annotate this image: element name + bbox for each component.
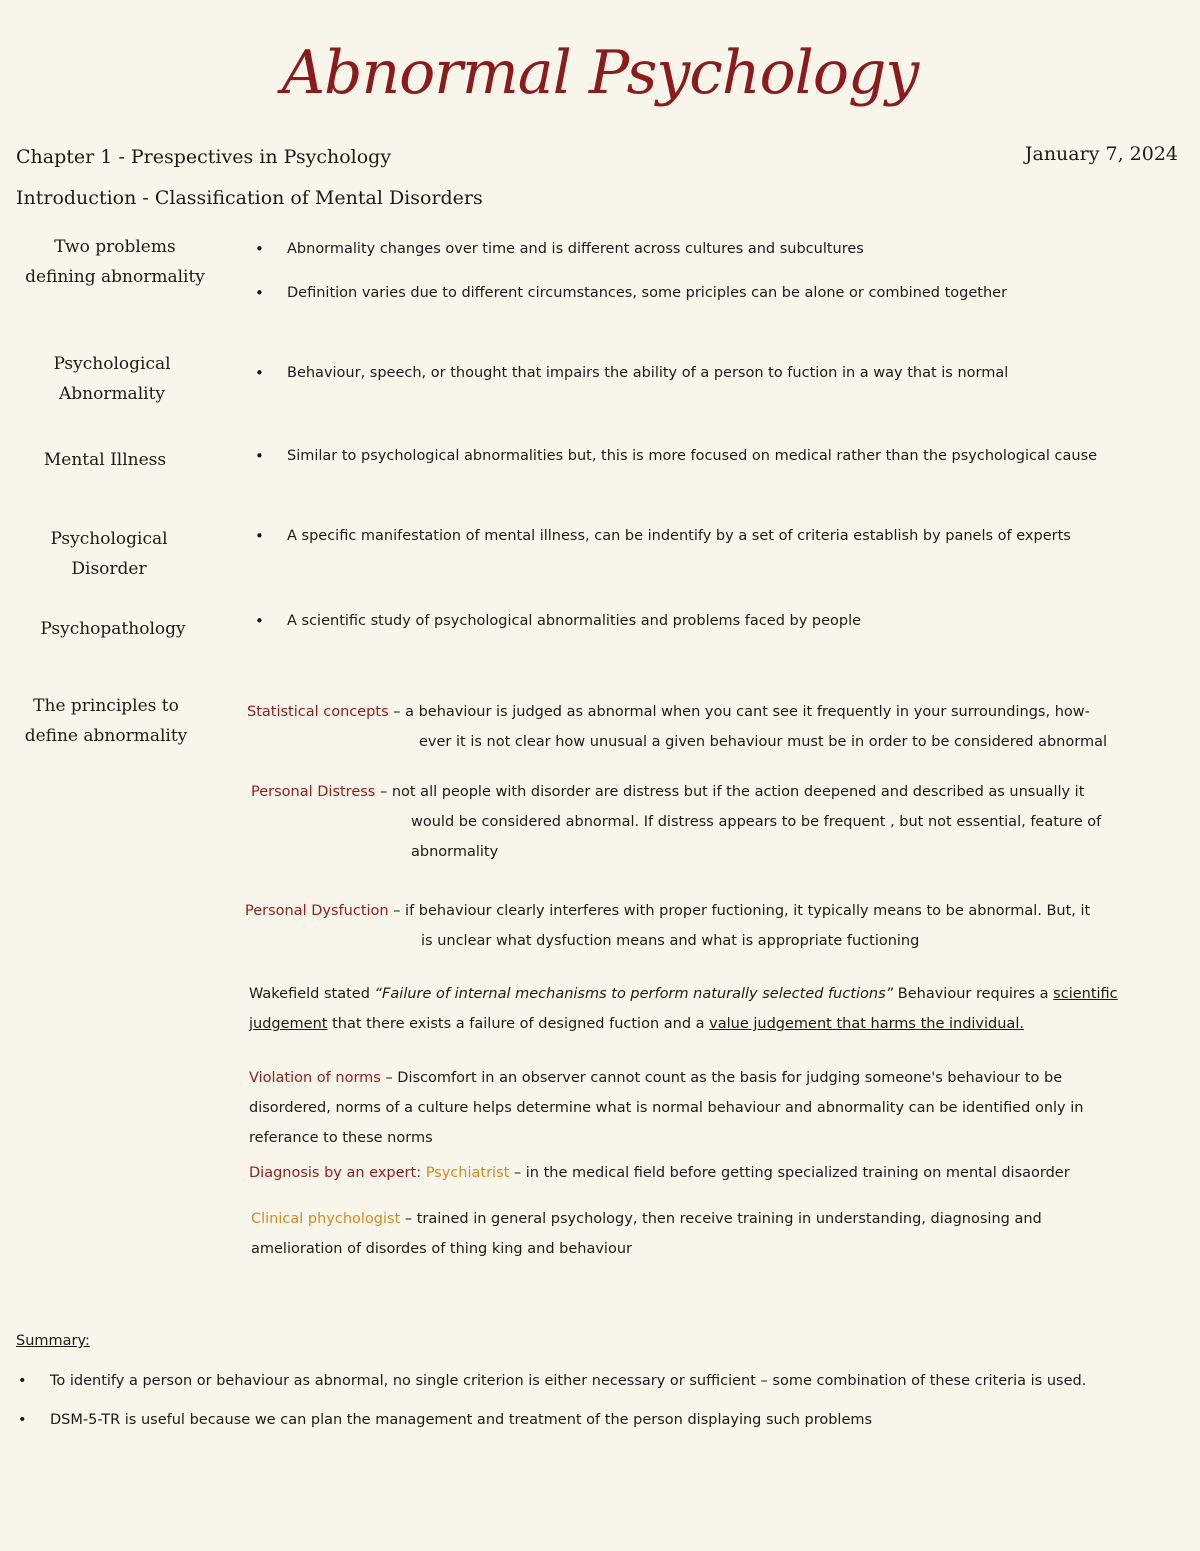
principle-text: – a behaviour is judged as abnormal when you cant see it frequently in your surroundings, how- [388, 704, 1090, 720]
list-item [18, 1373, 1086, 1389]
principle-distress [251, 777, 1084, 807]
list-item [257, 362, 1008, 384]
section-heading: Introduction - Classification of Mental Disorders [16, 187, 483, 209]
principle-norms [249, 1063, 1062, 1093]
principle-label: Diagnosis by an expert: [249, 1165, 426, 1181]
principle-label: Personal Distress [251, 784, 376, 800]
term-mental-illness: Mental Illness [43, 450, 167, 470]
note-date: January 7, 2024 [1024, 143, 1178, 165]
bullet-text: A scientific study of psychological abnormalities and problems faced by people [287, 613, 862, 629]
principle-text-continued: disordered, norms of a culture helps determine what is normal behaviour and abnormality can be identified only in [249, 1100, 1084, 1116]
bullet-text: Behaviour, speech, or thought that impairs the ability of a person to fuction in a way that is normal [287, 365, 1009, 381]
principle-sublabel: Psychiatrist [425, 1165, 510, 1181]
summary-text: To identify a person or behaviour as abnormal, no single criterion is either necessary or sufficient – some combination of these criteria is used. [50, 1373, 1087, 1389]
wakefield-quote: “Failure of internal mechanisms to perform naturally selected fuctions” [374, 986, 894, 1002]
list-item [257, 282, 1007, 304]
list-item [257, 525, 1071, 547]
principle-label: Personal Dysfuction [245, 903, 389, 919]
wakefield-text: Behaviour requires a [893, 986, 1054, 1002]
principle-statistical [247, 697, 1090, 727]
term-principles: The principles to define abnormality [24, 696, 188, 746]
chapter-heading: Chapter 1 - Prespectives in Psychology [16, 146, 392, 168]
bullet-text: Abnormality changes over time and is different across cultures and subcultures [287, 241, 864, 257]
principle-text-continued: referance to these norms [249, 1130, 433, 1146]
principle-dysfunction [245, 896, 1090, 926]
principle-label: Clinical phychologist [251, 1211, 401, 1227]
list-item [18, 1412, 872, 1428]
term-two-problems: Two problems defining abnormality [25, 237, 205, 287]
bullet-text: Definition varies due to different circumstances, some priciples can be alone or combined together [287, 285, 1008, 301]
summary-heading: Summary: [16, 1333, 90, 1349]
term-psychopathology: Psychopathology [40, 619, 186, 639]
bullet-text: A specific manifestation of mental illness, can be indentify by a set of criteria establish by panels of experts [287, 528, 1071, 544]
principle-label: Statistical concepts [247, 704, 389, 720]
wakefield-paragraph [249, 979, 1169, 1039]
principle-text-continued: ever it is not clear how unusual a given behaviour must be in order to be considered abnormal [419, 734, 1107, 750]
list-item [257, 445, 1097, 467]
wakefield-text: that there exists a failure of designed fuction and a [327, 1016, 710, 1032]
wakefield-text: Wakefield stated [249, 986, 375, 1002]
bullet-text: Similar to psychological abnormalities but, this is more focused on medical rather than the psychological cause [287, 448, 1098, 464]
principle-clinical [251, 1204, 1042, 1234]
principle-text-continued: amelioration of disordes of thing king and behaviour [251, 1241, 632, 1257]
principle-text-continued: abnormality [411, 844, 499, 860]
page-title: Abnormal Psychology [281, 38, 919, 108]
principle-text: – if behaviour clearly interferes with proper fuctioning, it typically means to be abnormal. But, it [388, 903, 1091, 919]
principle-text: – not all people with disorder are distress but if the action deepened and described as unsually it [375, 784, 1085, 800]
underlined-term: judgement [249, 1016, 328, 1032]
principle-text: – trained in general psychology, then receive training in understanding, diagnosing and [400, 1211, 1042, 1227]
list-item [257, 610, 861, 632]
principle-label: Violation of norms [249, 1070, 381, 1086]
principle-text: – in the medical field before getting specialized training on mental disaorder [509, 1165, 1070, 1181]
term-psychological-abnormality: Psychological Abnormality [53, 354, 171, 404]
list-item [257, 238, 864, 260]
principle-text: – Discomfort in an observer cannot count as the basis for judging someone's behaviour to be [380, 1070, 1063, 1086]
term-psychological-disorder: Psychological Disorder [50, 529, 168, 579]
principle-diagnosis [249, 1158, 1070, 1188]
underlined-term: scientific [1053, 986, 1118, 1002]
principle-text-continued: is unclear what dysfuction means and what is appropriate fuctioning [421, 933, 920, 949]
underlined-term: value judgement that harms the individual. [709, 1016, 1024, 1032]
summary-text: DSM-5-TR is useful because we can plan the management and treatment of the person displaying such problems [50, 1412, 873, 1428]
principle-text-continued: would be considered abnormal. If distress appears to be frequent , but not essential, feature of [411, 814, 1102, 830]
